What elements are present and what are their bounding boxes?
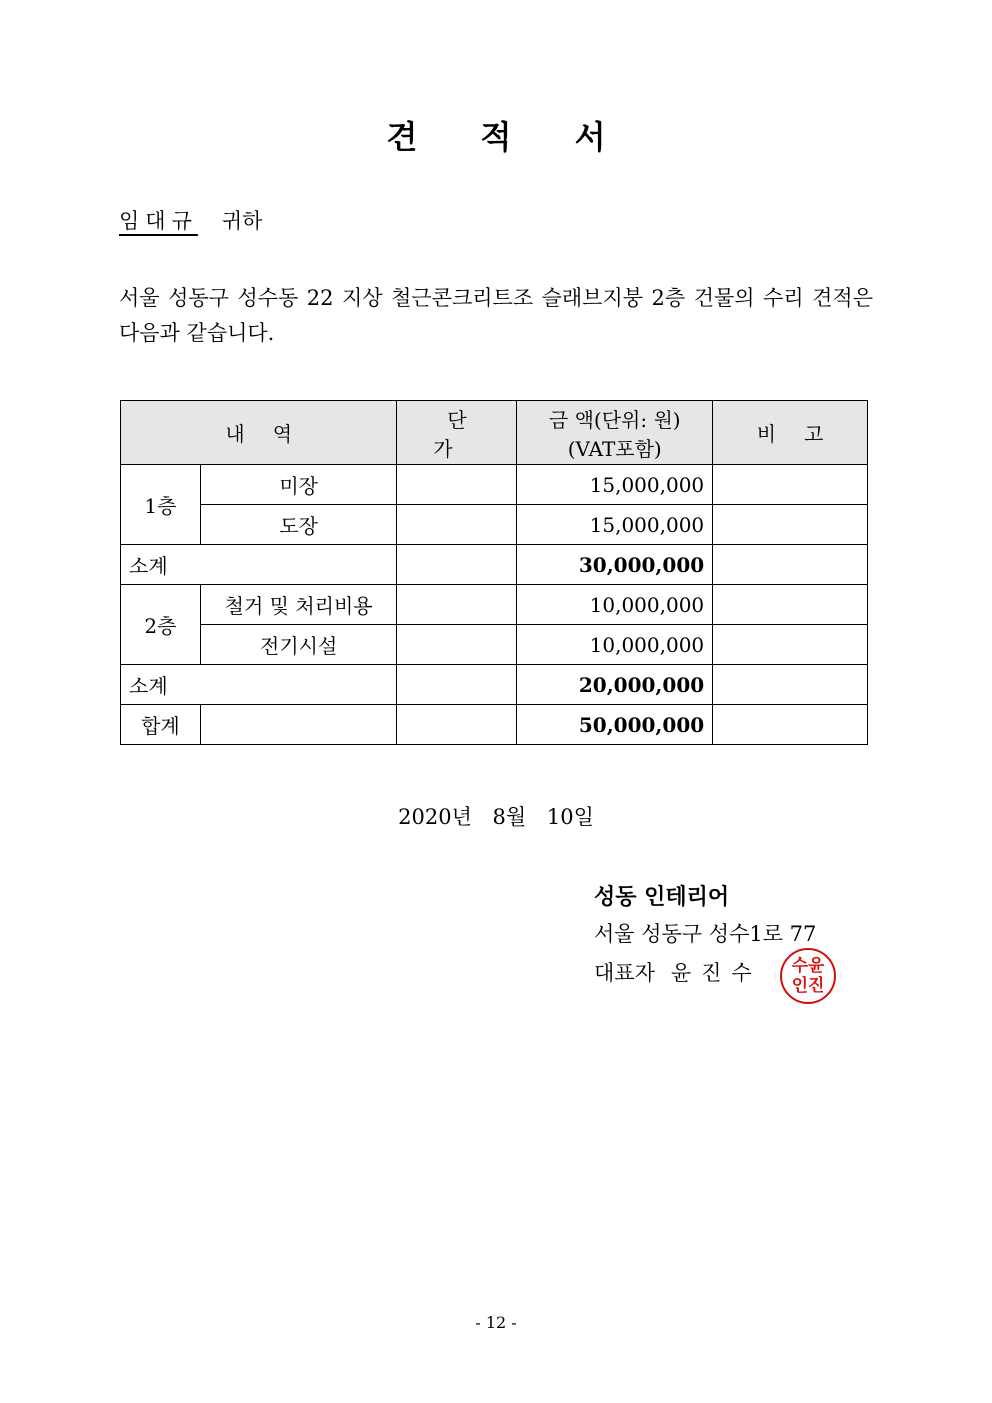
- company-address: 서울 성동구 성수1로 77: [594, 922, 817, 946]
- unit-price-cell: [397, 545, 517, 585]
- unit-price-cell: [397, 705, 517, 745]
- representative-label: 대표자: [594, 961, 655, 985]
- note-cell: [713, 545, 868, 585]
- floor2-amount-1: 10,000,000: [517, 585, 713, 625]
- header-unit-price: 단가: [397, 401, 517, 465]
- subtotal-row: [121, 545, 868, 585]
- floor1-subtotal-label: 소계: [121, 545, 397, 585]
- floor2-item-2: 전기시설: [200, 625, 397, 665]
- note-cell: [713, 625, 868, 665]
- empty-cell: [200, 705, 397, 745]
- page-number: - 12 -: [475, 1313, 517, 1332]
- table-row: [121, 585, 868, 625]
- floor2-subtotal-label: 소계: [121, 665, 397, 705]
- recipient-honorific: 귀하: [221, 209, 263, 233]
- floor2-item-1: 철거 및 처리비용: [200, 585, 397, 625]
- note-cell: [713, 705, 868, 745]
- intro-paragraph: 서울 성동구 성수동 22 지상 철근콘크리트조 슬래브지붕 2층 건물의 수리 견적은 다음과 같습니다.: [119, 286, 873, 345]
- total-row: [121, 705, 868, 745]
- estimate-table: [120, 400, 868, 745]
- recipient-name: 임대규: [119, 209, 198, 233]
- unit-price-cell: [397, 505, 517, 545]
- floor2-subtotal: 20,000,000: [517, 665, 713, 705]
- note-cell: [713, 465, 868, 505]
- recipient: [119, 205, 262, 235]
- seal-stamp-icon: [780, 948, 836, 1004]
- note-cell: [713, 585, 868, 625]
- representative: [594, 957, 762, 987]
- seal-line-2: 인진: [791, 976, 825, 996]
- floor1-subtotal: 30,000,000: [517, 545, 713, 585]
- unit-price-cell: [397, 465, 517, 505]
- floor1-amount-1: 15,000,000: [517, 465, 713, 505]
- document-title: 견 적 서: [386, 118, 632, 156]
- floor2-label: 2층: [121, 585, 201, 665]
- header-note: 비고: [713, 401, 868, 465]
- subtotal-row: [121, 665, 868, 705]
- grand-total: 50,000,000: [517, 705, 713, 745]
- floor1-label: 1층: [121, 465, 201, 545]
- unit-price-cell: [397, 625, 517, 665]
- company-name: 성동 인테리어: [594, 884, 730, 910]
- issue-date: 2020년 8월 10일: [398, 805, 594, 829]
- header-amount: 금 액(단위: 원) (VAT포함): [517, 401, 713, 465]
- floor1-item-2: 도장: [200, 505, 397, 545]
- floor1-amount-2: 15,000,000: [517, 505, 713, 545]
- table-row: [121, 465, 868, 505]
- note-cell: [713, 505, 868, 545]
- floor2-amount-2: 10,000,000: [517, 625, 713, 665]
- total-label: 합계: [121, 705, 201, 745]
- seal-line-1: 수윤: [791, 956, 825, 976]
- table-row: [121, 625, 868, 665]
- table-row: [121, 505, 868, 545]
- unit-price-cell: [397, 665, 517, 705]
- header-item: 내역: [121, 401, 397, 465]
- note-cell: [713, 665, 868, 705]
- unit-price-cell: [397, 585, 517, 625]
- table-header-row: [121, 401, 868, 465]
- floor1-item-1: 미장: [200, 465, 397, 505]
- representative-name: 윤진수: [670, 961, 762, 985]
